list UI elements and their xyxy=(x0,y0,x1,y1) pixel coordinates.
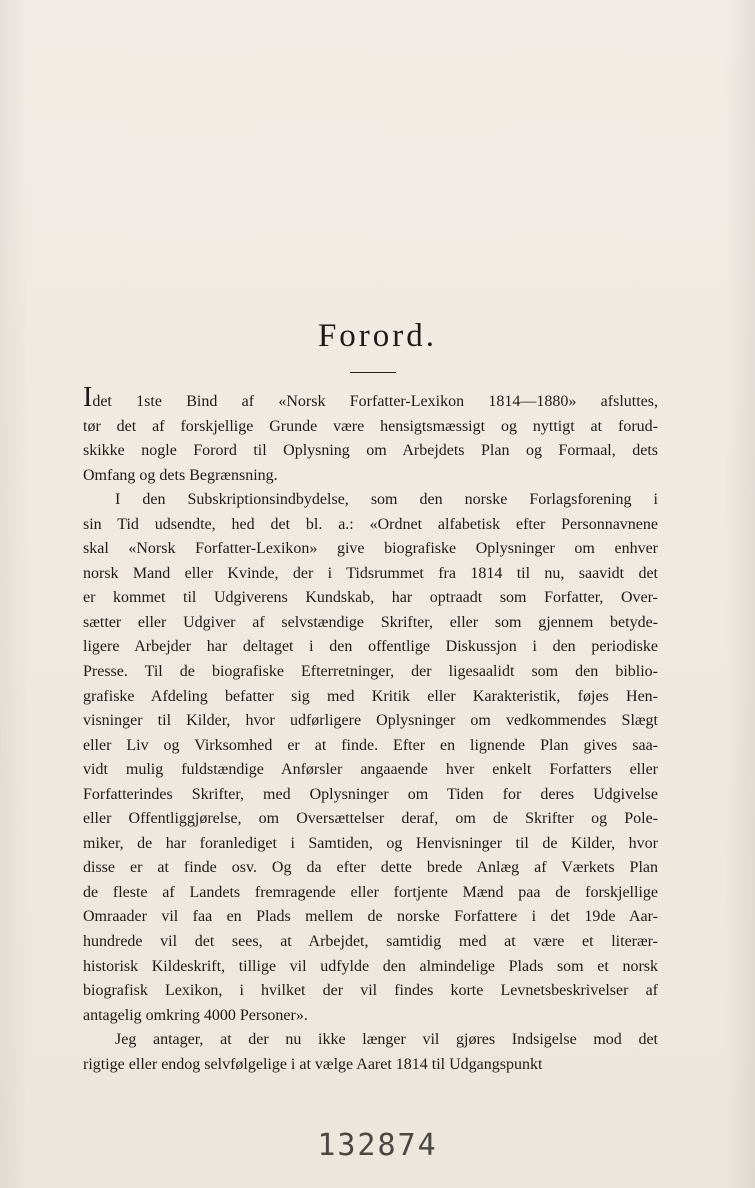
text-line: grafiske Afdeling befatter sig med Kritik eller Karakteristik, føjes Hen- xyxy=(83,687,658,705)
text-line: I den Subskriptionsindbydelse, som den norske Forlagsforening i xyxy=(115,491,658,509)
page-title: Forord. xyxy=(317,318,438,354)
text-line: skikke nogle Forord til Oplysning om Arbejdets Plan og Formaal, dets xyxy=(83,442,658,460)
text-line: ligere Arbejder har deltaget i den offentlige Diskussjon i den periodiske xyxy=(83,638,658,656)
text-line: Idet 1ste Bind af «Norsk Forfatter-Lexikon 1814—1880» afsluttes, xyxy=(83,382,658,413)
text-line: miker, de har foranlediget i Samtiden, og Henvisninger til de Kilder, hvor xyxy=(83,834,658,852)
text-line: sin Tid udsendte, hed det bl. a.: «Ordnet alfabetisk efter Personnavnene xyxy=(83,515,658,533)
text-line: Jeg antager, at der nu ikke længer vil gjøres Indsigelse mod det xyxy=(115,1031,658,1049)
text-line: hundrede vil det sees, at Arbejdet, samtidig med at være et literær- xyxy=(83,933,658,951)
text-line: rigtige eller endog selvfølgelige i at vælge Aaret 1814 til Udgangspunkt xyxy=(83,1055,543,1073)
text-line: historisk Kildeskrift, tillige vil udfylde den almindelige Plads som et norsk xyxy=(83,957,658,975)
text-line: de fleste af Landets fremragende eller fortjente Mænd paa de forskjellige xyxy=(83,883,658,901)
text-line: Omraader vil faa en Plads mellem de norske Forfattere i det 19de Aar- xyxy=(83,908,658,926)
text-line: vidt mulig fuldstændige Anførsler angaaende hver enkelt Forfatters eller xyxy=(83,761,658,779)
title-divider xyxy=(350,372,396,373)
text-line: Omfang og dets Begrænsning. xyxy=(83,466,278,484)
text-line: biografisk Lexikon, i hvilket der vil findes korte Levnetsbeskrivelser af xyxy=(83,982,658,1000)
text-line: eller Liv og Virksomhed er at finde. Efter en lignende Plan gives saa- xyxy=(83,736,658,754)
text-line: Forfatterindes Skrifter, med Oplysninger om Tiden for deres Udgivelse xyxy=(83,785,658,803)
accession-number: 132874 xyxy=(317,1128,438,1163)
text-line: skal «Norsk Forfatter-Lexikon» give biografiske Oplysninger om enhver xyxy=(83,540,658,558)
text-line: antagelig omkring 4000 Personer». xyxy=(83,1006,308,1024)
text-line: norsk Mand eller Kvinde, der i Tidsrummet fra 1814 til nu, saavidt det xyxy=(83,564,658,582)
text-line: tør det af forskjellige Grunde være hensigtsmæssigt og nyttigt at forud- xyxy=(83,417,658,435)
text-line: disse er at finde osv. Og da efter dette brede Anlæg af Værkets Plan xyxy=(83,859,658,877)
text-line: Presse. Til de biografiske Efterretninger, der ligesaalidt som den biblio- xyxy=(83,663,658,681)
text-line: eller Offentliggjørelse, om Oversættelser deraf, om de Skrifter og Pole- xyxy=(83,810,658,828)
text-line: er kommet til Udgiverens Kundskab, har optraadt som Forfatter, Over- xyxy=(83,589,658,607)
text-line: visninger til Kilder, hvor udførligere Oplysninger om vedkommendes Slægt xyxy=(83,712,658,730)
body-text xyxy=(83,382,658,1077)
text-line: sætter eller Udgiver af selvstændige Skrifter, eller som gjennem betyde- xyxy=(83,613,658,631)
drop-cap: I xyxy=(83,382,93,413)
